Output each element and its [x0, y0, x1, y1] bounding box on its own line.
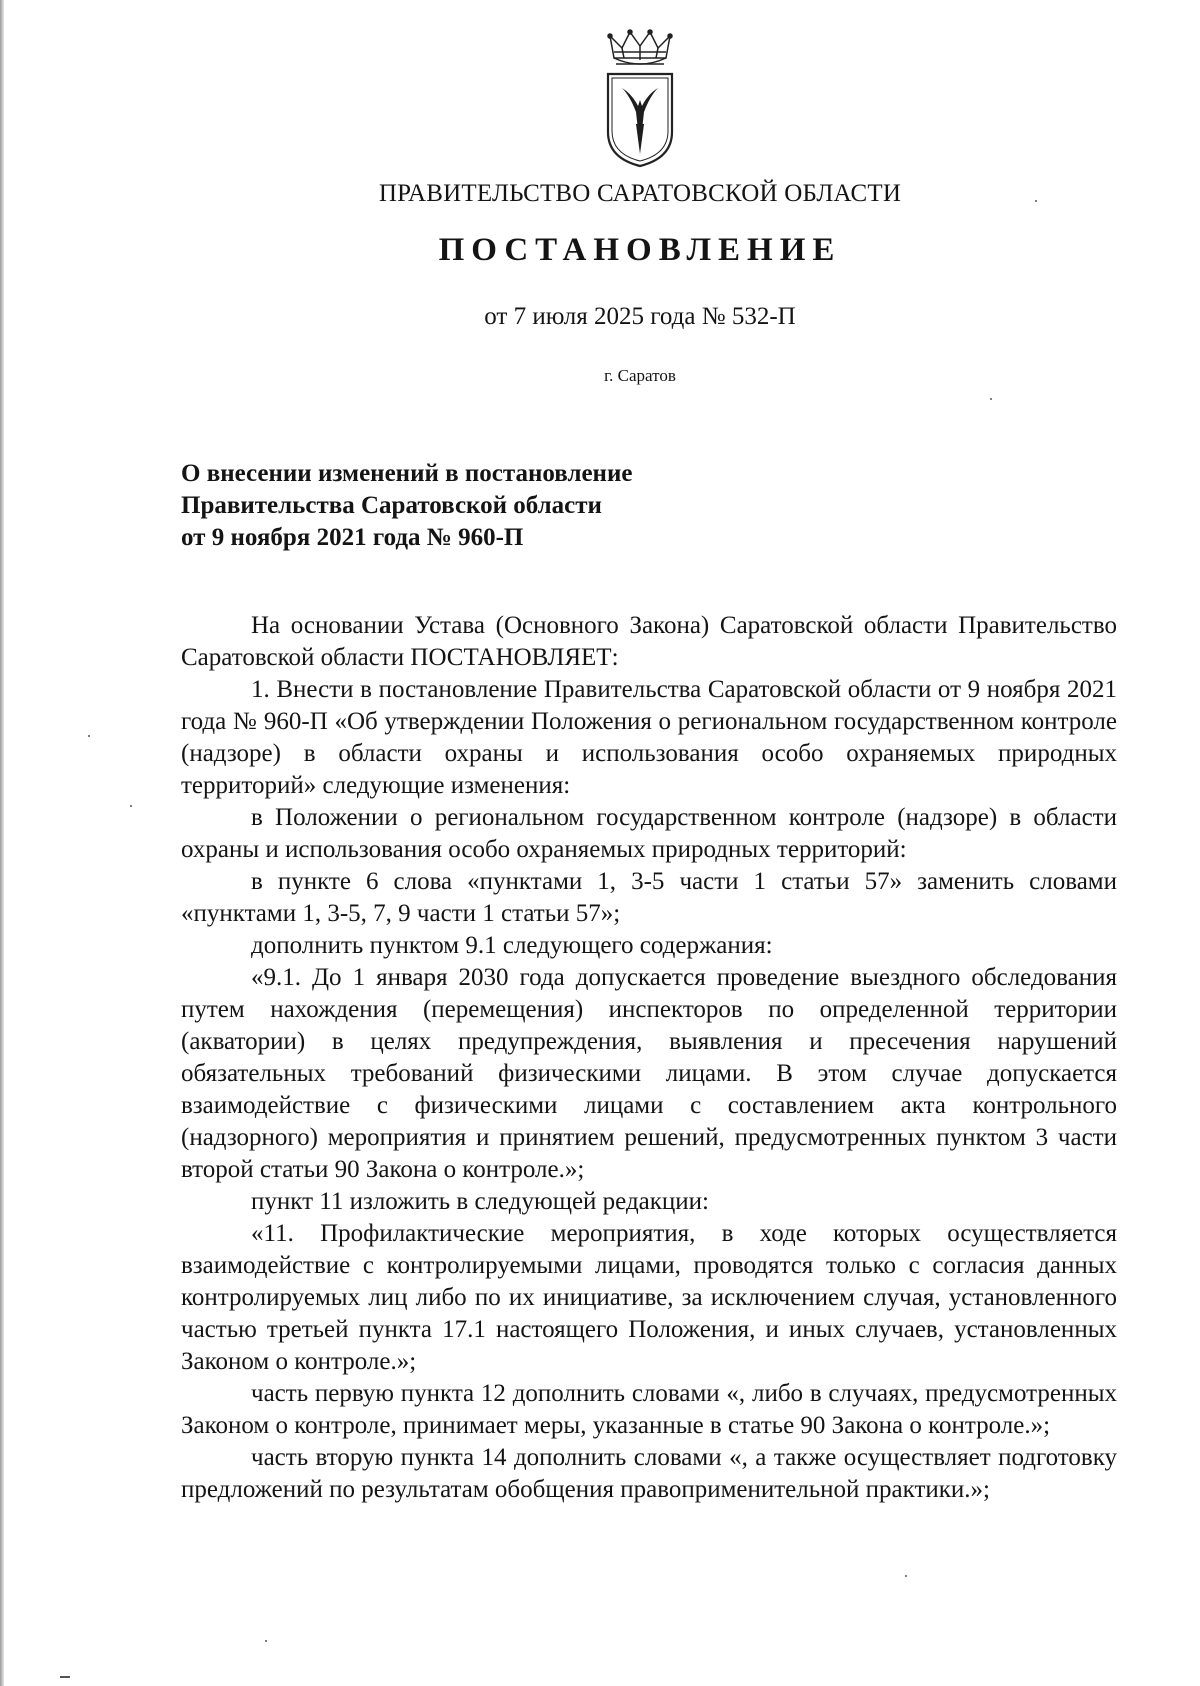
coat-of-arms-icon: [600, 28, 680, 168]
scan-edge: [0, 0, 4, 1686]
title-line: Правительства Саратовской области: [181, 492, 602, 519]
body-paragraph: «11. Профилактические мероприятия, в ходе которых осуществляется взаимодействие с контролируемыми лицами, проводятся только с согласия данных контролируемых лиц либо по их инициативе, за исключением случая, установленного частью третьей пункта 17.1 настоящего Положения, и иных случаев, установленных Законом о контроле.»;: [181, 1220, 1117, 1375]
document-date-number: от 7 июля 2025 года № 532-П: [484, 303, 796, 330]
scan-speck: [88, 735, 90, 737]
scan-speck: [265, 1640, 267, 1642]
organization-name: ПРАВИТЕЛЬСТВО САРАТОВСКОЙ ОБЛАСТИ: [378, 180, 902, 207]
body-paragraph: «9.1. До 1 января 2030 года допускается проведение выездного обследования путем нахождения (перемещения) инспекторов по определенной территории (акватории) в целях предупреждения, выявления и пресечения нарушений обязательных требований физическими лицами. В этом случае допускается взаимодействие с физическими лицами с составлением акта контрольного (надзорного) мероприятия и принятием решений, предусмотренных пунктом 3 части второй статьи 90 Закона о контроле.»;: [181, 964, 1117, 1183]
document-title: [181, 458, 781, 554]
body-paragraph: часть вторую пункта 14 дополнить словами «, а также осуществляет подготовку предложений по результатам обобщения правоприменительной практики.»;: [181, 1444, 1117, 1503]
scan-speck: [60, 1676, 70, 1678]
body-paragraph: в Положении о региональном государственном контроле (надзоре) в области охраны и использования особо охраняемых природных территорий:: [181, 804, 1117, 863]
title-line: от 9 ноября 2021 года № 960-П: [181, 524, 524, 551]
document-city: г. Саратов: [604, 366, 676, 385]
body-paragraph: 1. Внести в постановление Правительства Саратовской области от 9 ноября 2021 года № 960-П «Об утверждении Положения о региональном государственном контроле (надзоре) в области охраны и использования особо охраняемых природных территорий» следующие изменения:: [181, 676, 1117, 799]
body-paragraph: часть первую пункта 12 дополнить словами «, либо в случаях, предусмотренных Законом о контроле, принимает меры, указанные в статье 90 Закона о контроле.»;: [181, 1380, 1117, 1439]
scan-speck: [130, 805, 132, 807]
body-paragraph: дополнить пунктом 9.1 следующего содержания:: [251, 932, 773, 959]
scan-speck: [1035, 200, 1037, 202]
document-body: [181, 610, 1117, 1506]
body-paragraph: пункт 11 изложить в следующей редакции:: [251, 1188, 709, 1215]
body-paragraph: На основании Устава (Основного Закона) Саратовской области Правительство Саратовской области ПОСТАНОВЛЯЕТ:: [181, 612, 1117, 671]
body-paragraph: в пункте 6 слова «пунктами 1, 3-5 части 1 статьи 57» заменить словами «пунктами 1, 3-5, 7, 9 части 1 статьи 57»;: [181, 868, 1117, 927]
scan-speck: [990, 398, 992, 400]
document-type: ПОСТАНОВЛЕНИЕ: [438, 232, 842, 268]
title-line: О внесении изменений в постановление: [181, 460, 633, 487]
scan-speck: [905, 1575, 907, 1577]
